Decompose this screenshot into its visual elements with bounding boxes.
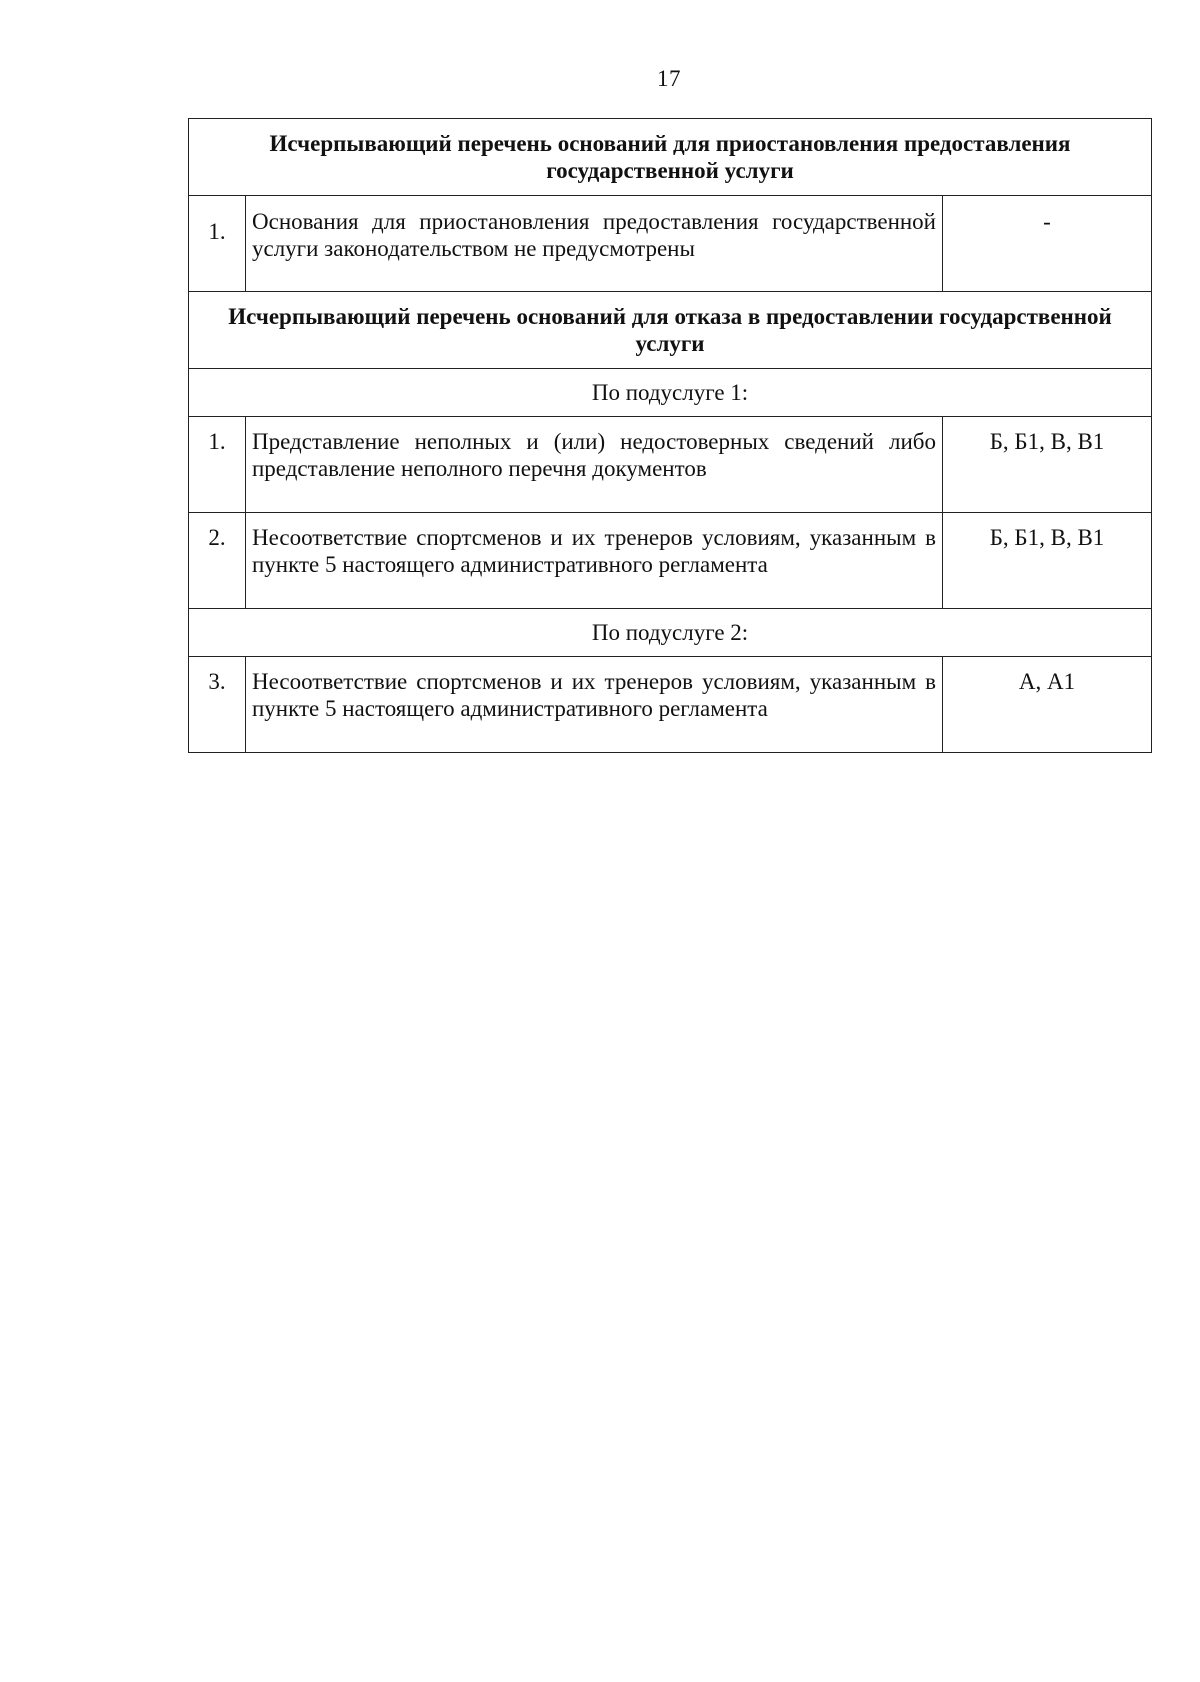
suspension-header: Исчерпывающий перечень оснований для приостановления предоставления государственной услуги <box>189 119 1152 196</box>
table-row <box>189 657 1152 753</box>
suspension-header-row <box>189 119 1152 196</box>
row-codes: Б, Б1, В, В1 <box>943 417 1152 513</box>
row-codes: Б, Б1, В, В1 <box>943 513 1152 609</box>
subservice-1-label: По подуслуге 1: <box>189 369 1152 417</box>
row-number: 2. <box>189 513 246 609</box>
row-number: 1. <box>189 196 246 292</box>
table-row <box>189 196 1152 292</box>
row-codes: - <box>943 196 1152 292</box>
table-row <box>189 513 1152 609</box>
page-number: 17 <box>657 66 681 91</box>
grounds-table <box>188 118 1152 753</box>
table-row <box>189 417 1152 513</box>
subservice-1-row <box>189 369 1152 417</box>
refusal-header-row <box>189 292 1152 369</box>
row-number: 1. <box>189 417 246 513</box>
refusal-header: Исчерпывающий перечень оснований для отказа в предоставлении государственной услуги <box>189 292 1152 369</box>
row-description: Несоответствие спортсменов и их тренеров условиям, указанным в пункте 5 настоящего административного регламента <box>246 513 943 609</box>
row-codes: А, А1 <box>943 657 1152 753</box>
row-number: 3. <box>189 657 246 753</box>
subservice-2-label: По подуслуге 2: <box>189 609 1152 657</box>
row-description: Представление неполных и (или) недостоверных сведений либо представление неполного перечня документов <box>246 417 943 513</box>
row-description: Несоответствие спортсменов и их тренеров условиям, указанным в пункте 5 настоящего административного регламента <box>246 657 943 753</box>
row-description: Основания для приостановления предоставления государственной услуги законодательством не предусмотрены <box>246 196 943 292</box>
subservice-2-row <box>189 609 1152 657</box>
